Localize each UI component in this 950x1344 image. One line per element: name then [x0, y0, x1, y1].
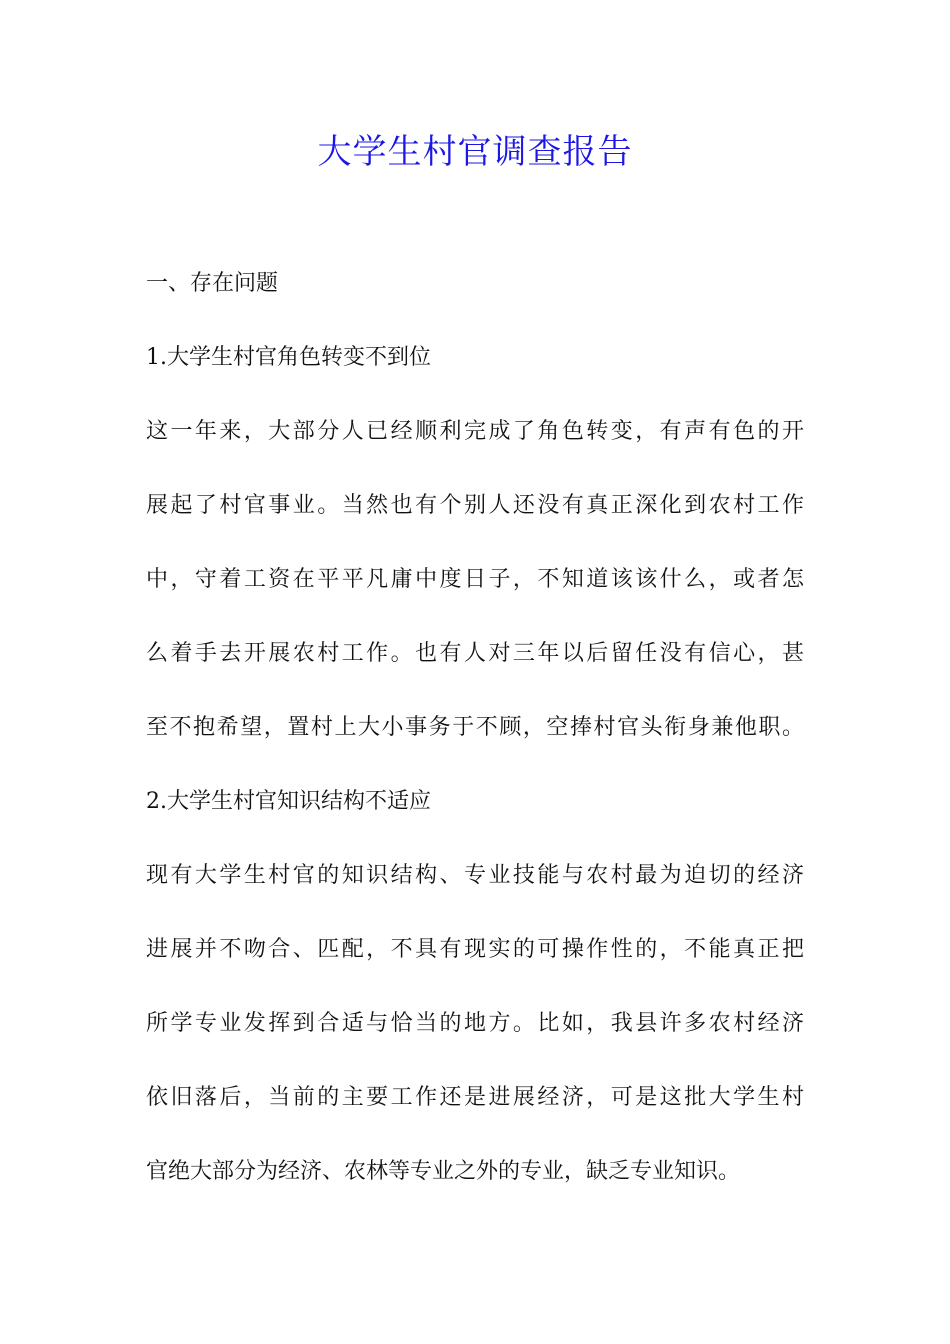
- document-title: 大学生村官调查报告: [317, 132, 633, 172]
- paragraph-line: 展起了村官事业。当然也有个别人还没有真正深化到农村工作: [146, 493, 804, 518]
- subsection-heading-1: 1.大学生村官角色转变不到位: [146, 345, 431, 370]
- paragraph-2: [146, 856, 804, 1192]
- paragraph-line: 所学专业发挥到合适与恰当的地方。比如，我县许多农村经济: [146, 1011, 804, 1036]
- paragraph-line: 中，守着工资在平平凡庸中度日子，不知道该该什么，或者怎: [146, 567, 804, 592]
- paragraph-line: 么着手去开展农村工作。也有人对三年以后留任没有信心，甚: [146, 641, 804, 666]
- section-heading: 一、存在问题: [146, 271, 279, 296]
- paragraph-line: 官绝大部分为经济、农林等专业之外的专业，缺乏专业知识。: [146, 1159, 741, 1184]
- paragraph-line: 现有大学生村官的知识结构、专业技能与农村最为迫切的经济: [146, 863, 804, 888]
- paragraph-1: [146, 412, 804, 748]
- document-body: [146, 264, 804, 1226]
- paragraph-line: 这一年来，大部分人已经顺利完成了角色转变，有声有色的开: [146, 419, 804, 444]
- paragraph-line: 依旧落后，当前的主要工作还是进展经济，可是这批大学生村: [146, 1085, 804, 1110]
- paragraph-line: 进展并不吻合、匹配，不具有现实的可操作性的，不能真正把: [146, 937, 804, 962]
- paragraph-line: 至不抱希望，置村上大小事务于不顾，空捧村官头衔身兼他职。: [146, 715, 804, 740]
- subsection-heading-2: 2.大学生村官知识结构不适应: [146, 789, 431, 814]
